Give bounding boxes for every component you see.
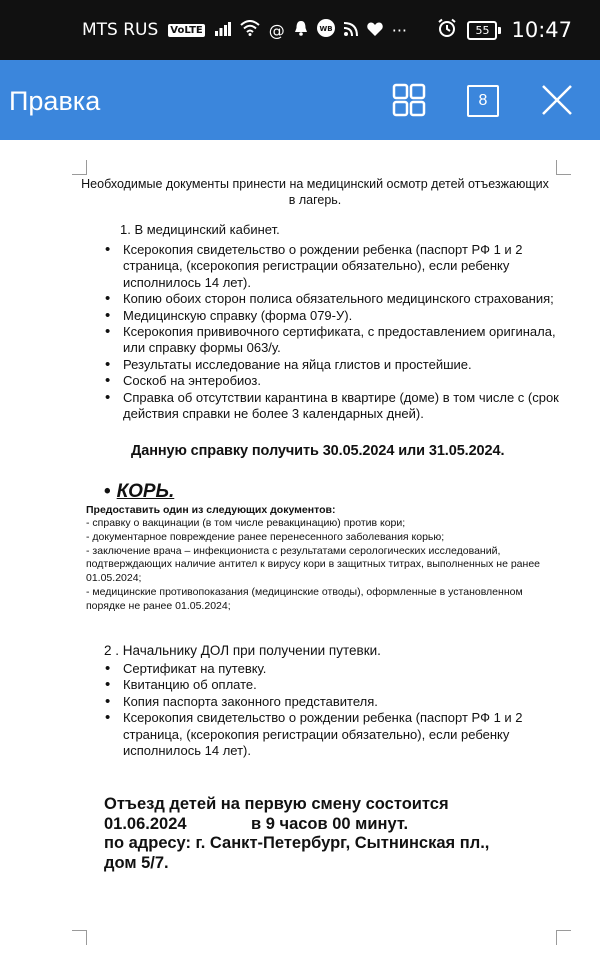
measles-heading bbox=[104, 481, 174, 503]
list-item: • Ксерокопия прививочного сертификата, с предоставлением оригинала, или справку формы 063/у. bbox=[105, 324, 560, 357]
certificate-deadline: Данную справку получить 30.05.2024 или 31.05.2024. bbox=[131, 443, 505, 459]
wifi-icon bbox=[240, 20, 260, 40]
more-icon: ··· bbox=[391, 20, 407, 40]
list-item: - документарное повреждение ранее перенесенного заболевания корью; bbox=[86, 530, 445, 543]
list-item: • Сертификат на путевку. bbox=[105, 661, 560, 677]
measles-title: КОРЬ. bbox=[116, 481, 175, 502]
battery-icon bbox=[467, 21, 501, 40]
carrier-name: MTS RUS bbox=[82, 20, 159, 40]
heart-icon bbox=[367, 21, 383, 40]
departure-datetime bbox=[104, 815, 544, 835]
document-intro: Необходимые документы принести на медицинский осмотр детей отъезжающих в лагерь. bbox=[81, 177, 549, 207]
wb-icon bbox=[317, 19, 335, 41]
list-item: • Квитанцию об оплате. bbox=[105, 677, 560, 693]
section2-list bbox=[105, 661, 560, 759]
list-item: - медицинские противопоказания (медицинские отводы), оформленные в установленном порядке не ранее 01.05.2024; bbox=[86, 585, 523, 612]
list-item: - заключение врача – инфекциониста с результатами серологических исследований, подтверждающих наличие антител к вирусу кори в защитных титрах, выполненных не ранее 01.05.2024; bbox=[86, 544, 540, 585]
list-item: • Соскоб на энтеробиоз. bbox=[105, 373, 560, 389]
measles-bullet: • bbox=[104, 481, 111, 502]
crop-mark bbox=[72, 160, 87, 175]
grid-view-button[interactable] bbox=[389, 80, 429, 120]
departure-address: по адресу: г. Санкт-Петербург, Сытнинская пл., bbox=[104, 834, 490, 852]
measles-intro: Предоставить один из следующих документов: bbox=[86, 504, 336, 516]
section1-heading: 1. В медицинский кабинет. bbox=[120, 222, 280, 237]
at-icon: @ bbox=[268, 20, 285, 40]
list-item: • Копию обоих сторон полиса обязательного медицинского страхования; bbox=[105, 291, 560, 307]
close-button[interactable] bbox=[537, 80, 577, 120]
pages-count-button[interactable] bbox=[463, 80, 503, 120]
signal-icon bbox=[215, 21, 231, 40]
departure-line: Отъезд детей на первую смену состоится bbox=[104, 795, 449, 813]
document-page[interactable] bbox=[0, 140, 600, 973]
list-item: • Справка об отсутствии карантина в квартире (доме) в том числе с (срок действия справки не более 3 календарных дней). bbox=[105, 390, 560, 423]
list-item: - справку о вакцинации (в том числе ревакцинацию) против кори; bbox=[86, 517, 406, 529]
rss-icon bbox=[344, 21, 358, 40]
crop-mark bbox=[556, 930, 571, 945]
pages-count: 8 bbox=[467, 85, 499, 117]
app-bar bbox=[0, 60, 600, 140]
list-item: • Результаты исследование на яйца глистов и простейшие. bbox=[105, 357, 560, 373]
section1-list bbox=[105, 242, 560, 422]
list-item: • Копия паспорта законного представителя. bbox=[105, 694, 560, 710]
departure-house: дом 5/7. bbox=[104, 853, 169, 872]
clock: 10:47 bbox=[511, 18, 572, 42]
volte-badge: VoLTE bbox=[170, 24, 203, 36]
list-item: • Ксерокопия свидетельство о рождении ребенка (паспорт РФ 1 и 2 страница, (ксерокопия регистрации обязательно), если ребенку исполнилось 14 лет). bbox=[105, 710, 560, 759]
departure-time: в 9 часов 00 минут. bbox=[251, 814, 409, 833]
svg-text:WB: WB bbox=[319, 25, 333, 33]
page-title: Правка bbox=[9, 86, 101, 116]
departure-date: 01.06.2024 bbox=[104, 814, 187, 833]
battery-level: 55 bbox=[467, 21, 497, 40]
section2-heading: 2 . Начальнику ДОЛ при получении путевки. bbox=[104, 643, 381, 658]
crop-mark bbox=[556, 160, 571, 175]
close-icon bbox=[537, 80, 577, 120]
departure-info bbox=[104, 795, 544, 873]
list-item: • Медицинскую справку (форма 079-У). bbox=[105, 308, 560, 324]
list-item: • Ксерокопия свидетельство о рождении ребенка (паспорт РФ 1 и 2 страница, (ксерокопия регистрации обязательно), если ребенку исполнилось 14 лет). bbox=[105, 242, 560, 291]
measles-list bbox=[86, 517, 556, 614]
status-bar bbox=[0, 0, 600, 60]
alarm-icon bbox=[437, 18, 457, 43]
bell-icon bbox=[294, 20, 308, 40]
grid-icon bbox=[389, 80, 429, 120]
crop-mark bbox=[72, 930, 87, 945]
